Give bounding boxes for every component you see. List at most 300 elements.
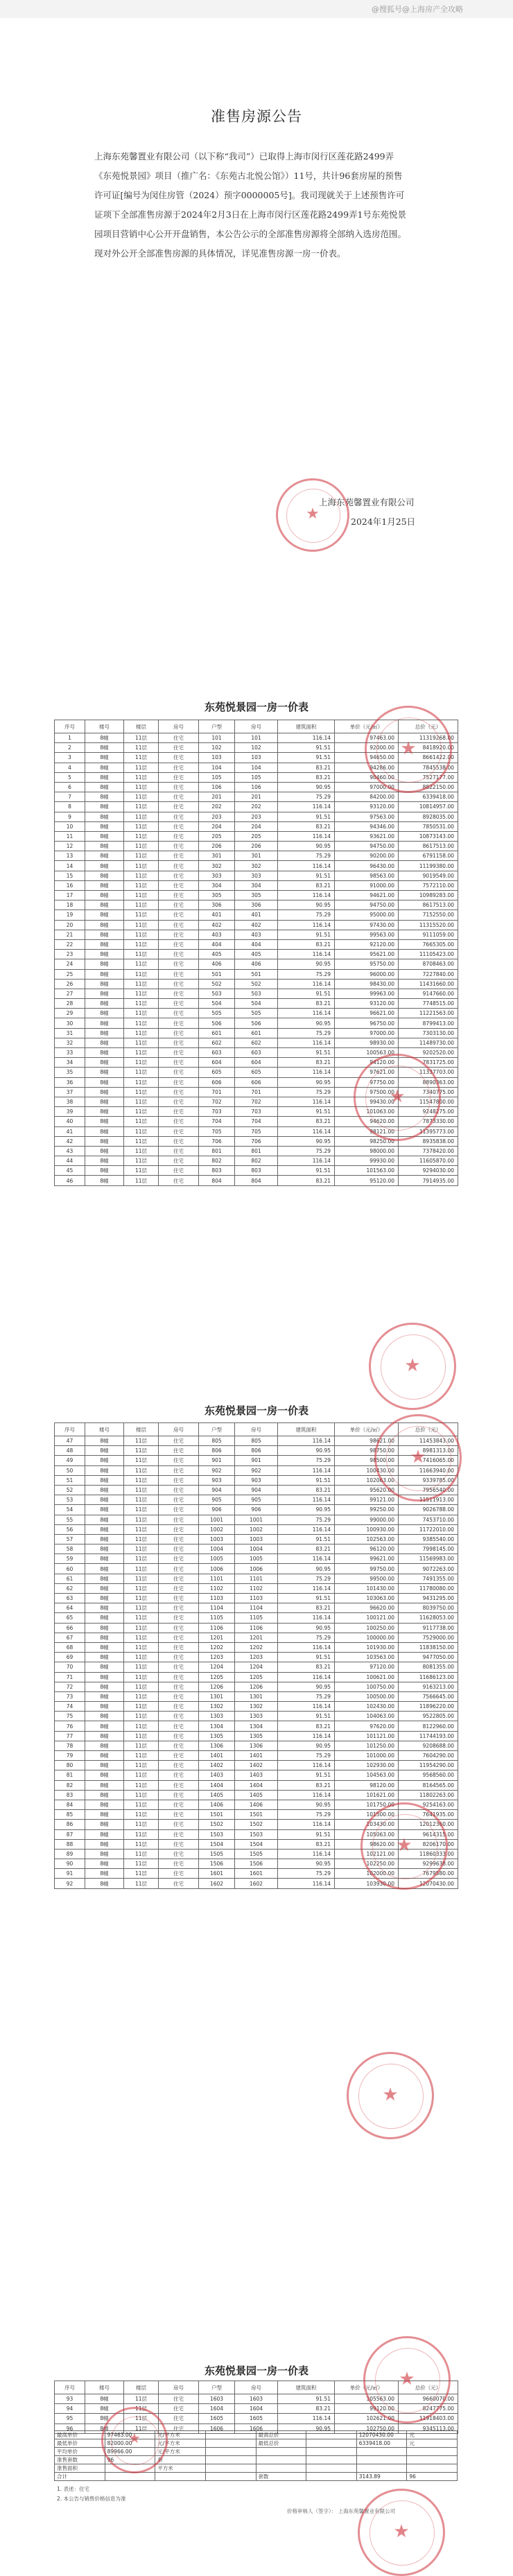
table-cell: 90.95 [278, 1741, 335, 1750]
table-cell: 8幢 [85, 1623, 124, 1633]
table-cell: 1205 [235, 1672, 278, 1682]
table-cell: 301 [199, 851, 235, 861]
column-header: 户型 [199, 720, 235, 733]
table-cell: 47 [55, 1436, 85, 1446]
table-cell: 98563.00 [335, 871, 399, 880]
table-cell: 9111059.00 [399, 930, 458, 939]
table-cell: 116.14 [278, 1672, 335, 1682]
column-header: 楼层 [124, 720, 159, 733]
table-cell: 住宅 [159, 979, 199, 989]
table-cell: 住宅 [159, 1107, 199, 1117]
table-cell: 302 [199, 861, 235, 871]
table-row [55, 1780, 458, 1790]
table-cell: 1103 [199, 1594, 235, 1603]
table-row [55, 1869, 458, 1879]
table-cell: 8幢 [85, 1126, 124, 1136]
table-cell: 116.14 [278, 1642, 335, 1652]
table-cell: 1604 [199, 2404, 235, 2414]
table-cell: 1201 [199, 1633, 235, 1642]
table-cell: 11层 [124, 1058, 159, 1068]
table-cell: 8928035.00 [399, 812, 458, 821]
table-cell: 101250.00 [335, 1741, 399, 1750]
table-cell: 住宅 [159, 802, 199, 812]
table-cell: 97120.00 [335, 1662, 399, 1672]
table-cell: 11层 [124, 1662, 159, 1672]
column-header: 房号 [235, 720, 278, 733]
table-cell: 10989283.00 [399, 891, 458, 900]
table-cell: 11层 [124, 1721, 159, 1731]
table-cell: 11层 [124, 2394, 159, 2404]
company-seal: ★ [358, 2489, 445, 2576]
summary-cell: 平方米 [155, 2464, 206, 2473]
table-cell: 11605870.00 [399, 1156, 458, 1166]
table-row [55, 1642, 458, 1652]
table-cell: 404 [235, 939, 278, 949]
table-row [55, 1475, 458, 1485]
table-cell: 96621.00 [335, 1009, 399, 1018]
table-cell: 95120.00 [335, 1176, 399, 1185]
table-cell: 8幢 [85, 1534, 124, 1544]
table-cell: 住宅 [159, 1097, 199, 1106]
table-row [55, 1515, 458, 1524]
table-cell: 1305 [199, 1731, 235, 1741]
table-row [55, 772, 458, 782]
table-cell: 8幢 [85, 1048, 124, 1058]
table-cell: 8幢 [85, 1653, 124, 1662]
table-cell: 116.14 [278, 1126, 335, 1136]
summary-cell: 97463.00 [105, 2431, 155, 2439]
table-row [55, 1038, 458, 1047]
table-cell: 住宅 [159, 2394, 199, 2404]
table-cell: 91.51 [278, 1770, 335, 1780]
table-cell: 住宅 [159, 1800, 199, 1809]
table-cell: 303 [199, 871, 235, 880]
table-cell: 96120.00 [335, 1544, 399, 1554]
table-cell: 8幢 [85, 979, 124, 989]
table-cell: 36 [55, 1077, 85, 1087]
table-cell: 11层 [124, 999, 159, 1009]
table-cell: 69 [55, 1653, 85, 1662]
table-cell: 8822150.00 [399, 782, 458, 792]
table-cell: 116.14 [278, 1009, 335, 1018]
table-cell: 11层 [124, 1682, 159, 1691]
table-cell: 住宅 [159, 871, 199, 880]
table-cell: 8935838.00 [399, 1136, 458, 1146]
table-cell: 11层 [124, 979, 159, 989]
table-cell: 100500.00 [335, 1691, 399, 1701]
table-cell: 7641935.00 [399, 1810, 458, 1820]
table-cell: 901 [199, 1456, 235, 1465]
table-cell: 11层 [124, 989, 159, 998]
table-cell: 1405 [235, 1790, 278, 1800]
table-cell: 8幢 [85, 1642, 124, 1652]
table-cell: 1606 [199, 2423, 235, 2433]
table-cell: 7572110.00 [399, 880, 458, 890]
table-cell: 8幢 [85, 1156, 124, 1166]
table-cell: 101750.00 [335, 1800, 399, 1809]
table-cell: 704 [235, 1117, 278, 1126]
table-cell: 8幢 [85, 2394, 124, 2404]
table-cell: 8幢 [85, 831, 124, 841]
column-header: 序号 [55, 1423, 85, 1436]
table-cell: 11层 [124, 1790, 159, 1800]
table-cell: 11层 [124, 763, 159, 772]
table-cell: 8幢 [85, 1475, 124, 1485]
table-cell: 95 [55, 2414, 85, 2423]
table-cell: 601 [199, 1028, 235, 1038]
table-cell: 101 [199, 733, 235, 743]
table-cell: 11896220.00 [399, 1702, 458, 1712]
table-cell: 78 [55, 1741, 85, 1750]
table-row [55, 1097, 458, 1106]
table-cell: 75.29 [278, 851, 335, 861]
table-cell: 104 [235, 763, 278, 772]
table-cell: 9431295.00 [399, 1594, 458, 1603]
table-cell: 84200.00 [335, 792, 399, 802]
table-row [55, 1058, 458, 1068]
table-cell: 11层 [124, 1126, 159, 1136]
table-cell: 60 [55, 1564, 85, 1574]
table-cell: 11744193.00 [399, 1731, 458, 1741]
table-cell: 91.51 [278, 743, 335, 753]
table-cell: 11层 [124, 1869, 159, 1879]
table-cell: 96750.00 [335, 1018, 399, 1028]
table-cell: 30 [55, 1018, 85, 1028]
table-cell: 1503 [235, 1829, 278, 1839]
table-cell: 住宅 [159, 1603, 199, 1613]
table-cell: 8幢 [85, 1495, 124, 1505]
table-cell: 1106 [235, 1623, 278, 1633]
table-cell: 97000.00 [335, 782, 399, 792]
table-cell: 702 [235, 1097, 278, 1106]
announcement-date: 2024年1月25日 [351, 516, 416, 527]
table-cell: 902 [235, 1465, 278, 1475]
table-row [55, 2394, 458, 2404]
table-cell: 8幢 [85, 1038, 124, 1047]
table-cell: 11层 [124, 1465, 159, 1475]
table-row [55, 1176, 458, 1185]
table-cell: 住宅 [159, 821, 199, 831]
table-cell: 1603 [235, 2394, 278, 2404]
table-cell: 95620.00 [335, 1485, 399, 1495]
table-cell: 39 [55, 1107, 85, 1117]
table-cell: 75.29 [278, 1146, 335, 1156]
table-cell: 8039750.00 [399, 1603, 458, 1613]
table-cell: 101621.00 [335, 1790, 399, 1800]
table-cell: 1202 [235, 1642, 278, 1652]
table-row [55, 1018, 458, 1028]
table-cell: 8幢 [85, 1702, 124, 1712]
column-header: 单价（元/㎡） [335, 2381, 399, 2394]
table-cell: 9299638.00 [399, 1859, 458, 1869]
table-header-row [55, 2381, 458, 2394]
table-cell: 1001 [199, 1515, 235, 1524]
table-cell: 96000.00 [335, 969, 399, 979]
table-row [55, 1672, 458, 1682]
table-cell: 8617513.00 [399, 900, 458, 910]
table-cell: 8幢 [85, 1712, 124, 1721]
summary-cell [205, 2448, 256, 2456]
table-cell: 9477050.00 [399, 1653, 458, 1662]
table-cell: 91.51 [278, 1475, 335, 1485]
table-cell: 6791158.00 [399, 851, 458, 861]
table-cell: 90.95 [278, 1077, 335, 1087]
column-header: 户型 [199, 1423, 235, 1436]
table-cell: 11838150.00 [399, 1642, 458, 1652]
table-cell: 8206170.00 [399, 1839, 458, 1849]
table-cell: 1105 [199, 1613, 235, 1623]
table-row [55, 1126, 458, 1136]
table-cell: 79 [55, 1751, 85, 1761]
table-cell: 11层 [124, 1077, 159, 1087]
table-cell: 8幢 [85, 1691, 124, 1701]
table-cell: 11层 [124, 2404, 159, 2414]
table-cell: 1501 [199, 1810, 235, 1820]
table-row [55, 1505, 458, 1515]
table-cell: 59 [55, 1554, 85, 1564]
table-cell: 116.14 [278, 1761, 335, 1770]
table-cell: 11780080.00 [399, 1583, 458, 1593]
table-cell: 8幢 [85, 1166, 124, 1176]
summary-row [55, 2473, 458, 2481]
table-cell: 801 [199, 1146, 235, 1156]
table-cell: 8幢 [85, 1176, 124, 1185]
table-cell: 98121.00 [335, 1126, 399, 1136]
table-cell: 住宅 [159, 812, 199, 821]
company-seal: ★ [363, 2336, 451, 2423]
table-cell: 8幢 [85, 1829, 124, 1839]
table-cell: 8幢 [85, 733, 124, 743]
table-cell: 24 [55, 959, 85, 969]
table-cell: 住宅 [159, 1712, 199, 1721]
table-cell: 502 [235, 979, 278, 989]
table-cell: 住宅 [159, 842, 199, 851]
table-cell: 105563.00 [335, 2394, 399, 2404]
table-cell: 11489730.00 [399, 1038, 458, 1047]
table-cell: 1 [55, 733, 85, 743]
table-cell: 11层 [124, 1018, 159, 1028]
table-cell: 1004 [199, 1544, 235, 1554]
table-cell: 住宅 [159, 1731, 199, 1741]
table-cell: 11315520.00 [399, 920, 458, 930]
table-cell: 65 [55, 1613, 85, 1623]
table-cell: 75.29 [278, 1574, 335, 1583]
table-cell: 1002 [199, 1524, 235, 1534]
table-cell: 605 [235, 1068, 278, 1077]
table-cell: 11395773.00 [399, 1126, 458, 1136]
table-cell: 住宅 [159, 1574, 199, 1583]
table-cell: 91.51 [278, 930, 335, 939]
table-row [55, 831, 458, 841]
table-cell: 303 [235, 871, 278, 880]
company-seal: ★ [374, 1414, 462, 1502]
table-cell: 11层 [124, 1691, 159, 1701]
table-cell: 11层 [124, 1731, 159, 1741]
summary-row [55, 2431, 458, 2439]
table-cell: 116.14 [278, 1554, 335, 1564]
table-cell: 805 [235, 1436, 278, 1446]
table-cell: 703 [235, 1107, 278, 1117]
table-cell: 1306 [235, 1741, 278, 1750]
table-cell: 1204 [235, 1662, 278, 1672]
table-cell: 住宅 [159, 1879, 199, 1888]
summary-cell: 89966.00 [105, 2448, 155, 2456]
table-cell: 501 [235, 969, 278, 979]
table-cell: 住宅 [159, 1087, 199, 1097]
table-cell: 105 [199, 772, 235, 782]
table-cell: 11层 [124, 1515, 159, 1524]
table-cell: 601 [235, 1028, 278, 1038]
table-cell: 8081355.00 [399, 1662, 458, 1672]
table-cell: 83.21 [278, 772, 335, 782]
table-row [55, 753, 458, 763]
table-cell: 905 [235, 1495, 278, 1505]
table-cell: 住宅 [159, 1495, 199, 1505]
table-cell: 90.95 [278, 782, 335, 792]
table-cell: 8幢 [85, 1574, 124, 1583]
company-seal: ★ [369, 1323, 456, 1410]
table-cell: 7679580.00 [399, 1869, 458, 1879]
column-header: 楼层 [124, 1423, 159, 1436]
table-cell: 102750.00 [335, 2423, 399, 2433]
table-cell: 住宅 [159, 959, 199, 969]
table-cell: 1604 [235, 2404, 278, 2414]
table-cell: 41 [55, 1126, 85, 1136]
note-line: 2. 本公告与销售价格信息为准 [57, 2496, 126, 2502]
table-cell: 住宅 [159, 920, 199, 930]
table-cell: 116.14 [278, 920, 335, 930]
table-cell: 18 [55, 900, 85, 910]
table-cell: 702 [199, 1097, 235, 1106]
table-cell: 住宅 [159, 1780, 199, 1790]
table-row [55, 1534, 458, 1544]
table-cell: 11层 [124, 1028, 159, 1038]
table-cell: 87 [55, 1829, 85, 1839]
summary-cell [306, 2473, 357, 2481]
table-cell: 11663940.00 [399, 1465, 458, 1475]
table-cell: 8247775.00 [399, 2404, 458, 2414]
summary-cell: 最高单价 [55, 2431, 105, 2439]
summary-cell [306, 2456, 357, 2464]
table-cell: 8幢 [85, 1820, 124, 1829]
table-cell: 101930.00 [335, 1642, 399, 1652]
table-cell: 9019549.00 [399, 871, 458, 880]
table-cell: 住宅 [159, 969, 199, 979]
table-cell: 住宅 [159, 880, 199, 890]
table-cell: 77 [55, 1731, 85, 1741]
table-cell: 住宅 [159, 1166, 199, 1176]
table-cell: 202 [235, 802, 278, 812]
column-header: 序号 [55, 2381, 85, 2394]
table-cell: 8幢 [85, 1077, 124, 1087]
table-cell: 7914935.00 [399, 1176, 458, 1185]
table-cell: 11层 [124, 851, 159, 861]
table-cell: 105063.00 [335, 1829, 399, 1839]
table-cell: 9163213.00 [399, 1682, 458, 1691]
table-row [55, 821, 458, 831]
table-cell: 8幢 [85, 1018, 124, 1028]
table-cell: 住宅 [159, 772, 199, 782]
table-cell: 116.14 [278, 1038, 335, 1047]
table-cell: 12 [55, 842, 85, 851]
table-cell: 住宅 [159, 1642, 199, 1652]
table-cell: 1005 [199, 1554, 235, 1564]
table-cell: 11511913.00 [399, 1495, 458, 1505]
column-header: 楼号 [85, 720, 124, 733]
table-cell: 94120.00 [335, 1058, 399, 1068]
table-cell: 206 [235, 842, 278, 851]
table-cell: 1203 [235, 1653, 278, 1662]
summary-cell: 合计 [55, 2473, 105, 2481]
table-cell: 116.14 [278, 2414, 335, 2423]
table-cell: 205 [199, 831, 235, 841]
table-cell: 11层 [124, 1672, 159, 1682]
table-cell: 11层 [124, 950, 159, 959]
table-cell: 90 [55, 1859, 85, 1869]
price-table-3 [54, 2381, 458, 2434]
table-row [55, 1741, 458, 1750]
summary-cell: 96 [407, 2473, 458, 2481]
table-cell: 83.21 [278, 1485, 335, 1495]
table-cell: 11层 [124, 812, 159, 821]
table-cell: 701 [199, 1087, 235, 1097]
table-cell: 90.95 [278, 1018, 335, 1028]
table-cell: 97463.00 [335, 733, 399, 743]
table-row [55, 939, 458, 949]
table-cell: 99121.00 [335, 1495, 399, 1505]
table-cell: 住宅 [159, 1117, 199, 1126]
table-row [55, 1087, 458, 1097]
table-cell: 住宅 [159, 999, 199, 1009]
table-cell: 住宅 [159, 1544, 199, 1554]
table-cell: 52 [55, 1485, 85, 1495]
table-cell: 11层 [124, 753, 159, 763]
table-cell: 803 [235, 1166, 278, 1176]
table-cell: 8708463.00 [399, 959, 458, 969]
table-cell: 90.95 [278, 842, 335, 851]
column-header: 房号 [235, 1423, 278, 1436]
table-cell: 8幢 [85, 1009, 124, 1018]
table-cell: 904 [235, 1485, 278, 1495]
table-cell: 1502 [199, 1820, 235, 1829]
table-cell: 51 [55, 1475, 85, 1485]
table-cell: 11层 [124, 1068, 159, 1077]
table-cell: 11层 [124, 1485, 159, 1495]
table-cell: 8幢 [85, 1761, 124, 1770]
table-row [55, 1156, 458, 1166]
table-cell: 8幢 [85, 1583, 124, 1593]
table-cell: 11层 [124, 1859, 159, 1869]
table-cell: 75.29 [278, 910, 335, 920]
table-cell: 401 [235, 910, 278, 920]
table-cell: 75.29 [278, 1456, 335, 1465]
table-cell: 8幢 [85, 2423, 124, 2433]
summary-cell [356, 2464, 407, 2473]
table-cell: 94286.00 [335, 763, 399, 772]
table-cell: 75.29 [278, 969, 335, 979]
table-cell: 96 [55, 2423, 85, 2433]
table-row [55, 1009, 458, 1018]
table-cell: 住宅 [159, 1058, 199, 1068]
table-cell: 11层 [124, 1544, 159, 1554]
table-cell: 8幢 [85, 1800, 124, 1809]
summary-cell [356, 2456, 407, 2464]
table-cell: 38 [55, 1097, 85, 1106]
table-cell: 28 [55, 999, 85, 1009]
table-cell: 住宅 [159, 1702, 199, 1712]
table-cell: 住宅 [159, 1741, 199, 1750]
table-cell: 11层 [124, 1038, 159, 1047]
